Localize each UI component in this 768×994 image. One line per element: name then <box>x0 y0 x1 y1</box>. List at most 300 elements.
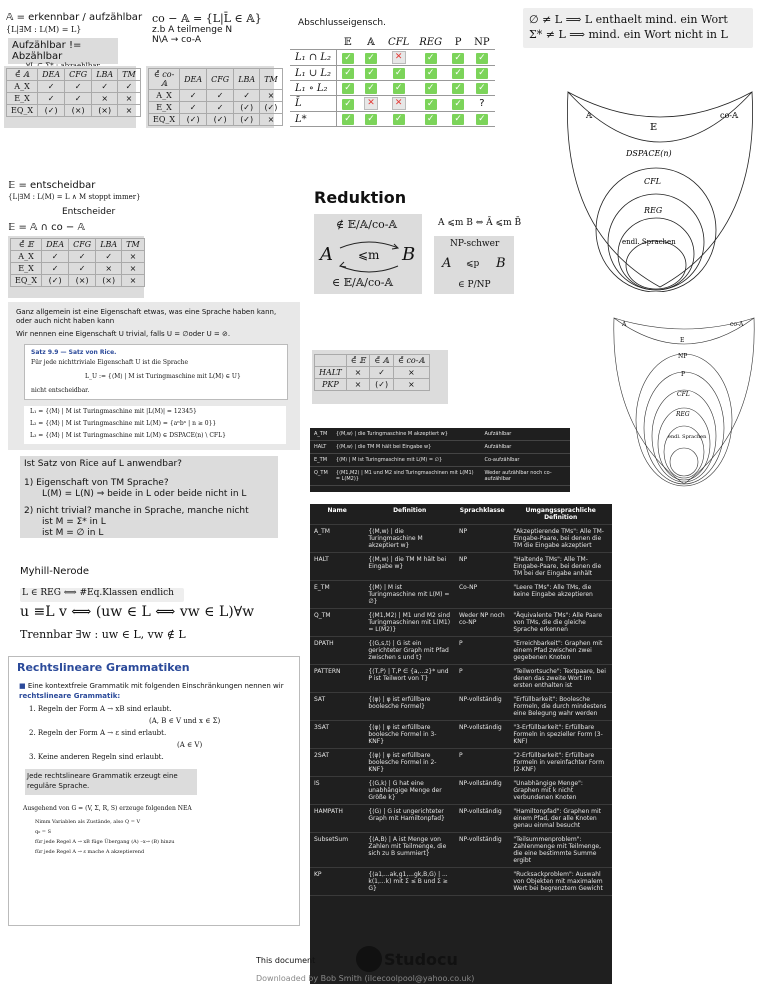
halt-table-box <box>312 350 448 404</box>
table-cell: {⟨M1,M2⟩ | M1 und M2 sind Turingmaschinen mit L(M1) = L(M2)} <box>364 609 455 637</box>
table-cell: 2SAT <box>310 749 364 777</box>
rice-theorem-end: nicht entscheidbar. <box>31 387 90 394</box>
rice-ex3: L₃ = {⟨M⟩ | M ist Turingmaschine mit L(M) ∈ DSPACE(n) \ CFL} <box>30 432 226 439</box>
venn2-coa-label: co-A <box>730 321 744 328</box>
table-cell: A_TM <box>310 428 332 441</box>
table-cell: (✓) <box>260 102 283 114</box>
check-icon: ✓ <box>476 83 488 94</box>
venn2-a-label: A <box>622 321 627 328</box>
table-header: CFG <box>65 69 92 81</box>
table-header: Umgangssprachliche Definition <box>509 504 612 525</box>
table-cell: Aufzählbar <box>480 428 570 441</box>
table-row-label: L* <box>290 112 337 127</box>
reduction-bottom: ∈ 𝔼/𝔸/co-𝔸 <box>332 276 394 289</box>
venn1-reg-label: REG <box>644 206 663 215</box>
table-row <box>149 69 283 90</box>
table-cell: PATTERN <box>310 665 364 693</box>
venn2-cfl-label: CFL <box>677 391 690 398</box>
table-row <box>310 467 570 486</box>
table-a-box <box>4 66 136 128</box>
table-row <box>310 609 612 637</box>
table-row <box>290 81 495 96</box>
reduction-box <box>314 214 422 294</box>
table-cell: "Erreichbarkeit": Graphen mit einem Pfad zwischen zwei gegebenen Knoten <box>509 637 612 665</box>
venn1-endl-label: endl. Sprachen <box>622 238 676 246</box>
table-header <box>290 36 337 50</box>
table-cell: ✓ <box>207 90 234 102</box>
rice-ex2: L₂ = {⟨M⟩ | M ist Turingmaschine mit L(M) = {aⁿbⁿ | n ≥ 0}} <box>30 420 217 427</box>
table-header: ∈̊ 𝔸 <box>370 355 394 367</box>
table-cell <box>469 50 494 66</box>
table-header: TM <box>122 239 145 251</box>
table-cell: × <box>118 105 141 117</box>
np-a: A <box>442 256 452 271</box>
table-cell: {⟨φ⟩ | φ ist erfüllbare boolesche Formel in 2-KNF} <box>364 749 455 777</box>
table-cell <box>447 50 469 66</box>
reduction-equiv: A ⩽m B ⇔ Ā ⩽m B̄ <box>438 218 522 228</box>
table-cell: (✓) <box>207 114 234 126</box>
rice-answer2b: ist M = Σ* in L <box>42 517 106 527</box>
table-cell: (✓) <box>234 114 260 126</box>
table-cell: "Erfüllbarkeit": Boolesche Formeln, die durch mindestens eine Belegung wahr werden <box>509 693 612 721</box>
table-cell <box>447 112 469 127</box>
table-row <box>310 581 612 609</box>
table-header: TM <box>260 69 283 90</box>
check-icon: ✓ <box>476 68 488 79</box>
table-cell: A_TM <box>310 525 364 553</box>
table-row-label: L̄ <box>290 96 337 112</box>
table-cell: NP-vollständig <box>455 805 509 833</box>
studocu-logo-icon <box>356 946 382 972</box>
check-icon: ✓ <box>425 53 437 64</box>
table-row <box>310 777 612 805</box>
empty-word-note <box>523 8 753 48</box>
table-cell: "Hamiltonpfad": Graphen mit einem Pfad, der alle Knoten genau einmal besucht <box>509 805 612 833</box>
table-cell: HALT <box>315 367 347 379</box>
check-icon: ✓ <box>393 83 405 94</box>
decidable-intersection: 𝔼 = 𝔸 ∩ co − 𝔸 <box>8 222 85 233</box>
table-cell: × <box>260 90 283 102</box>
table-cell <box>383 81 414 96</box>
table-row <box>11 239 145 251</box>
check-icon: ✓ <box>365 53 377 64</box>
table-cell: P <box>455 665 509 693</box>
closure-title: Abschlusseigensch. <box>298 18 386 28</box>
small-dark-table <box>310 428 570 486</box>
table-cell: ✓ <box>38 93 65 105</box>
grammar-intro-em: rechtslineare Grammatik: <box>19 692 121 700</box>
venn2-reg-label: REG <box>676 411 690 418</box>
table-row <box>290 112 495 127</box>
table-header: Definition <box>364 504 455 525</box>
table-cell <box>359 66 383 81</box>
check-icon: ✓ <box>365 114 377 125</box>
table-cell: EQ_X <box>149 114 180 126</box>
grammar-bullet4: für jede Regel A → ε mache A akzeptierend <box>35 849 145 855</box>
table-cell: × <box>122 251 145 263</box>
venn2-np-label: NP <box>678 353 688 360</box>
table-cell: ✓ <box>92 81 118 93</box>
rice-theorem-title: Satz 9.9 — Satz von Rice. <box>31 349 117 356</box>
table-cell: SubsetSum <box>310 833 364 868</box>
table-cell: NP-vollständig <box>455 777 509 805</box>
myhill-title: Myhill-Nerode <box>20 566 89 577</box>
table-cell: "Haltende TMs": Alle TM-Eingabe-Paare, bei denen die TM bei der Eingabe anhält <box>509 553 612 581</box>
enumerable-def: 𝔸 = erkennbar / aufzählbar <box>6 12 143 23</box>
table-cell <box>383 112 414 127</box>
table-header: 𝔼 <box>337 36 360 50</box>
reduktion-title: Reduktion <box>314 188 407 207</box>
table-cell: E_X <box>11 263 42 275</box>
unknown-value: ? <box>479 98 485 109</box>
table-header: ∈̊ co-𝔸 <box>393 355 429 367</box>
table-cell: EQ_X <box>11 275 42 287</box>
table-row <box>310 553 612 581</box>
np-hard-title: NP-schwer <box>450 239 500 249</box>
table-cell: A_X <box>11 251 42 263</box>
table-cell <box>337 96 360 112</box>
np-op: ⩽p <box>466 259 480 269</box>
table-row <box>310 749 612 777</box>
table-cell: "Rucksackproblem": Auswahl von Objekten mit maximalem Wert bei begrenztem Gewicht <box>509 868 612 896</box>
table-row <box>149 102 283 114</box>
np-hard-box <box>434 236 514 294</box>
check-icon: ✓ <box>342 114 354 125</box>
table-cell: ✓ <box>38 81 65 93</box>
table-row <box>310 637 612 665</box>
check-icon: ✓ <box>476 53 488 64</box>
table-cell: ✓ <box>96 251 122 263</box>
rice-theorem-body: Für jede nichttriviale Eigenschaft U ist die Sprache <box>31 359 189 366</box>
table-row <box>310 665 612 693</box>
grammar-intro-wrap: ■ Eine kontextfreie Grammatik mit folgenden Einschränkungen nennen wir rechtslineare Grammatik: <box>19 682 284 700</box>
venn2-e-label: E <box>680 337 685 344</box>
table-cell: Weder aufzählbar noch co-aufzählbar <box>480 467 570 486</box>
venn2-endl-label: endl. Sprachen <box>668 434 707 440</box>
table-cell: {⟨G,s,t⟩ | G ist ein gerichteter Graph mit Pfad zwischen s und t} <box>364 637 455 665</box>
table-row <box>290 36 495 50</box>
decider-label: Entscheider <box>62 207 116 217</box>
complexity-table-box <box>310 504 612 984</box>
cross-icon: ✕ <box>392 51 406 64</box>
table-coa <box>148 68 283 126</box>
table-cell: (✓) <box>42 275 69 287</box>
table-header: TM <box>118 69 141 81</box>
myhill-line1: L ∈ REG ⟺ #Eq.Klassen endlich <box>20 588 184 602</box>
table-row <box>310 441 570 454</box>
table-header: REG <box>414 36 447 50</box>
table-cell: "2-Erfüllbarkeit": Erfüllbare Formeln in vereinfachter Form (2-KNF) <box>509 749 612 777</box>
table-row <box>290 96 495 112</box>
table-header: Name <box>310 504 364 525</box>
reduction-b: B <box>402 244 416 265</box>
table-cell: P <box>455 637 509 665</box>
table-cell: {⟨M,w⟩ | die Turingmaschine M akzeptiert w} <box>332 428 481 441</box>
decidable-def: 𝔼 = entscheidbar <box>8 180 96 191</box>
table-row <box>11 251 145 263</box>
table-row-label: L₁ ∘ L₂ <box>290 81 337 96</box>
empty-note-line1: ∅ ≠ L ⟹ L enthaelt mind. ein Wort <box>529 13 728 26</box>
table-cell <box>383 50 414 66</box>
table-cell: {⟨G⟩ | G ist ungerichteter Graph mit Hamiltonpfad} <box>364 805 455 833</box>
enumerable-box <box>8 38 118 64</box>
venn2-p-label: P <box>681 371 686 378</box>
myhill-line3: Trennbar ∃w : uw ∈ L, vw ∉ L <box>20 628 186 641</box>
table-cell: ✓ <box>65 81 92 93</box>
table-cell: ✓ <box>69 263 96 275</box>
grammar-nea: Ausgehend von G = (V, Σ, R, S) erzeuge folgenden NEA <box>23 805 192 812</box>
venn-diagram-1 <box>560 82 760 292</box>
grammar-rule2: 2. Regeln der Form A → ε sind erlaubt. <box>29 729 167 737</box>
table-row <box>310 525 612 553</box>
table-cell: ✓ <box>69 251 96 263</box>
table-cell <box>383 66 414 81</box>
table-row <box>315 379 430 391</box>
table-row <box>315 367 430 379</box>
table-row-label: L₁ ∩ L₂ <box>290 50 337 66</box>
reduction-op: ⩽m <box>358 248 380 262</box>
reduction-a: A <box>320 244 333 265</box>
table-cell: "Äquivalente TMs": Alle Paare von TMs, die die gleiche Sprache erkennen <box>509 609 612 637</box>
table-cell: (✓) <box>38 105 65 117</box>
rice-theorem-formula: L_U := {⟨M⟩ | M ist Turingmaschine mit L(M) ∈ U} <box>85 373 241 380</box>
table-cell: {⟨φ⟩ | φ ist erfüllbare boolesche Formel in 3-KNF} <box>364 721 455 749</box>
table-cell: {⟨M⟩ | M ist Turingmaschine mit L(M) = ∅} <box>332 454 481 467</box>
table-cell: {⟨φ⟩ | φ ist erfüllbare boolesche Formel} <box>364 693 455 721</box>
grammar-intro: Eine kontextfreie Grammatik mit folgenden Einschränkungen nennen wir <box>27 682 284 690</box>
table-header: Sprachklasse <box>455 504 509 525</box>
table-cell <box>447 81 469 96</box>
cross-icon: ✕ <box>392 97 406 110</box>
table-cell: SAT <box>310 693 364 721</box>
table-row <box>310 721 612 749</box>
check-icon: ✓ <box>476 114 488 125</box>
table-cell: × <box>346 379 370 391</box>
table-cell: IS <box>310 777 364 805</box>
table-cell: Co-aufzählbar <box>480 454 570 467</box>
halt-table <box>314 354 430 391</box>
co-a-def <box>152 12 262 45</box>
table-cell: {⟨a1,...ak,g1,...gk,B,G⟩ | ... k(1,...k) mit Σ ≤ B und Σ ≥ G} <box>364 868 455 896</box>
rice-section <box>8 302 300 450</box>
table-header: CFG <box>69 239 96 251</box>
table-cell: {⟨M⟩ | M ist Turingmaschine mit L(M) = ∅} <box>364 581 455 609</box>
table-cell: × <box>122 275 145 287</box>
enumerable-set: {L|∃M : L(M) = L} <box>6 25 82 34</box>
table-cell <box>337 81 360 96</box>
table-row <box>310 868 612 896</box>
table-cell: (×) <box>65 105 92 117</box>
table-row <box>7 81 141 93</box>
table-row <box>310 504 612 525</box>
table-cell: Aufzählbar <box>480 441 570 454</box>
table-cell: {⟨M,w⟩ | die TM M hält bei Eingabe w} <box>364 553 455 581</box>
table-cell: NP <box>455 553 509 581</box>
check-icon: ✓ <box>365 68 377 79</box>
table-cell: DPATH <box>310 637 364 665</box>
table-cell: (×) <box>92 105 118 117</box>
cross-icon: ✕ <box>364 97 378 110</box>
table-cell: "Teilsummenproblem": Zahlenmenge mit Teilmenge, die eine bestimmte Summe ergibt <box>509 833 612 868</box>
venn-diagram-2 <box>608 310 760 488</box>
table-cell: × <box>346 367 370 379</box>
table-cell <box>469 96 494 112</box>
table-cell <box>359 81 383 96</box>
table-cell: ✓ <box>42 251 69 263</box>
decidable-set: {L|∃M : L(M) = L ∧ M stoppt immer} <box>8 193 141 201</box>
table-cell: Q_TM <box>310 609 364 637</box>
footer-download: Downloaded by Bob Smith (ilcecoolpool@yahoo.co.uk) <box>256 974 475 983</box>
table-header: DEA <box>180 69 207 90</box>
table-cell <box>414 81 447 96</box>
check-icon: ✓ <box>425 114 437 125</box>
table-cell: NP <box>455 525 509 553</box>
table-cell: "3-Erfüllbarkeit": Erfüllbare Formeln in spezieller Form (3-KNF) <box>509 721 612 749</box>
table-cell: × <box>260 114 283 126</box>
venn1-coa-label: co-𝔸 <box>720 111 739 120</box>
table-header: LBA <box>96 239 122 251</box>
table-header: CFG <box>207 69 234 90</box>
table-cell <box>359 112 383 127</box>
table-header <box>315 355 347 367</box>
co-a-example2: N\A → co-A <box>152 35 202 45</box>
table-header: CFL <box>383 36 414 50</box>
table-cell <box>414 96 447 112</box>
table-row <box>11 263 145 275</box>
check-icon: ✓ <box>365 83 377 94</box>
table-cell <box>469 66 494 81</box>
table-row-label: L₁ ∪ L₂ <box>290 66 337 81</box>
table-cell: Co-NP <box>455 581 509 609</box>
table-header: DEA <box>42 239 69 251</box>
table-cell: Weder NP noch co-NP <box>455 609 509 637</box>
table-cell: P <box>455 749 509 777</box>
table-cell <box>414 112 447 127</box>
rice-answer1b: L(M) = L(N) ⇒ beide in L oder beide nicht in L <box>42 489 247 499</box>
check-icon: ✓ <box>393 68 405 79</box>
table-cell: A_X <box>149 90 180 102</box>
table-cell <box>337 112 360 127</box>
table-row <box>7 93 141 105</box>
table-header: P <box>447 36 469 50</box>
empty-note-line2: Σ* ≠ L ⟹ mind. ein Wort nicht in L <box>529 28 728 41</box>
table-cell: E_TM <box>310 581 364 609</box>
table-cell: 3SAT <box>310 721 364 749</box>
check-icon: ✓ <box>452 99 464 110</box>
table-cell: NP-vollständig <box>455 721 509 749</box>
reduction-arrows <box>336 240 402 274</box>
table-cell: E_TM <box>310 454 332 467</box>
table-cell: E_X <box>149 102 180 114</box>
table-cell: "Leere TMs": Alle TMs, die keine Eingabe akzeptieren <box>509 581 612 609</box>
table-coa-box <box>146 66 278 128</box>
table-cell: "Unabhängige Menge": Graphen mit k nicht verbundenen Knoten <box>509 777 612 805</box>
table-cell: {⟨M,w⟩ | die Turingmaschine M akzeptiert w} <box>364 525 455 553</box>
table-cell: HAMPATH <box>310 805 364 833</box>
check-icon: ✓ <box>425 99 437 110</box>
co-a-formula: co − 𝔸 = {L|L̄ ∈ 𝔸} <box>152 12 262 25</box>
table-row <box>149 114 283 126</box>
table-cell: × <box>393 367 429 379</box>
table-header: NP <box>469 36 494 50</box>
table-cell: HALT <box>310 553 364 581</box>
check-icon: ✓ <box>342 53 354 64</box>
table-cell: HALT <box>310 441 332 454</box>
table-row <box>11 275 145 287</box>
rice-trivial: Wir nennen eine Eigenschaft U trivial, falls U = ∅oder U = ⊘. <box>16 330 231 338</box>
table-cell: NP-vollständig <box>455 833 509 868</box>
myhill-line2: u ≡L v ⟺ (uw ∈ L ⟺ vw ∈ L)∀w <box>20 604 255 620</box>
table-cell: ✓ <box>65 93 92 105</box>
grammar-bullet3: für jede Regel A → xB füge Übergang (A) –x→ (B) hinzu <box>35 839 175 845</box>
check-icon: ✓ <box>452 114 464 125</box>
grammar-rule3: 3. Keine anderen Regeln sind erlaubt. <box>29 753 164 761</box>
table-row <box>310 805 612 833</box>
table-header: LBA <box>92 69 118 81</box>
table-cell: Q_TM <box>310 467 332 486</box>
table-header: ∈̊ 𝔸 <box>7 69 38 81</box>
complexity-table <box>310 504 612 896</box>
rice-answer2c: ist M = ∅ in L <box>42 528 104 538</box>
table-cell: × <box>96 263 122 275</box>
grammar-rule2-cond: (A ∈ V) <box>177 741 203 749</box>
table-cell: × <box>92 93 118 105</box>
grammar-section <box>8 656 300 926</box>
table-cell <box>469 81 494 96</box>
closure-table <box>290 36 495 127</box>
table-cell: ✓ <box>42 263 69 275</box>
table-row <box>290 50 495 66</box>
table-cell: ✓ <box>180 90 207 102</box>
check-icon: ✓ <box>342 83 354 94</box>
rice-ex1: L₁ = {⟨M⟩ | M ist Turingmaschine mit |L(M)| = 12345} <box>30 408 197 415</box>
check-icon: ✓ <box>452 53 464 64</box>
table-cell: A_X <box>7 81 38 93</box>
table-e-box <box>8 236 144 298</box>
table-cell: (×) <box>96 275 122 287</box>
table-cell <box>447 66 469 81</box>
table-cell: × <box>118 93 141 105</box>
np-bottom: ∈ P/NP <box>458 280 491 290</box>
table-row <box>7 105 141 117</box>
table-row <box>290 66 495 81</box>
table-cell: {⟨M1,M2⟩ | M1 und M2 sind Turingmaschinen mit L(M1) = L(M2)} <box>332 467 481 486</box>
studocu-brand[interactable]: Studocu <box>384 950 458 969</box>
grammar-bullet2: q₀ = S <box>35 829 51 835</box>
check-icon: ✓ <box>452 68 464 79</box>
rice-question: Ist Satz von Rice auf L anwendbar? <box>24 459 182 469</box>
table-cell <box>337 66 360 81</box>
table-row <box>310 454 570 467</box>
table-cell: (✓) <box>180 114 207 126</box>
table-row <box>7 69 141 81</box>
table-row <box>310 693 612 721</box>
table-header: ∈̊ co-𝔸 <box>149 69 180 90</box>
venn1-a-label: 𝔸 <box>586 111 593 120</box>
table-row <box>310 833 612 868</box>
table-a <box>6 68 141 117</box>
rice-answer2: 2) nicht trivial? manche in Sprache, manche nicht <box>24 506 249 516</box>
table-header: ∈̊ 𝔼 <box>11 239 42 251</box>
check-icon: ✓ <box>452 83 464 94</box>
venn1-dspace-label: DSPACE(n) <box>626 149 672 158</box>
table-cell: ✓ <box>180 102 207 114</box>
rice-theorem <box>24 344 288 400</box>
table-cell <box>359 50 383 66</box>
rice-answer1: 1) Eigenschaft von TM Sprache? <box>24 478 169 488</box>
rice-examples <box>24 406 286 444</box>
table-row <box>310 428 570 441</box>
